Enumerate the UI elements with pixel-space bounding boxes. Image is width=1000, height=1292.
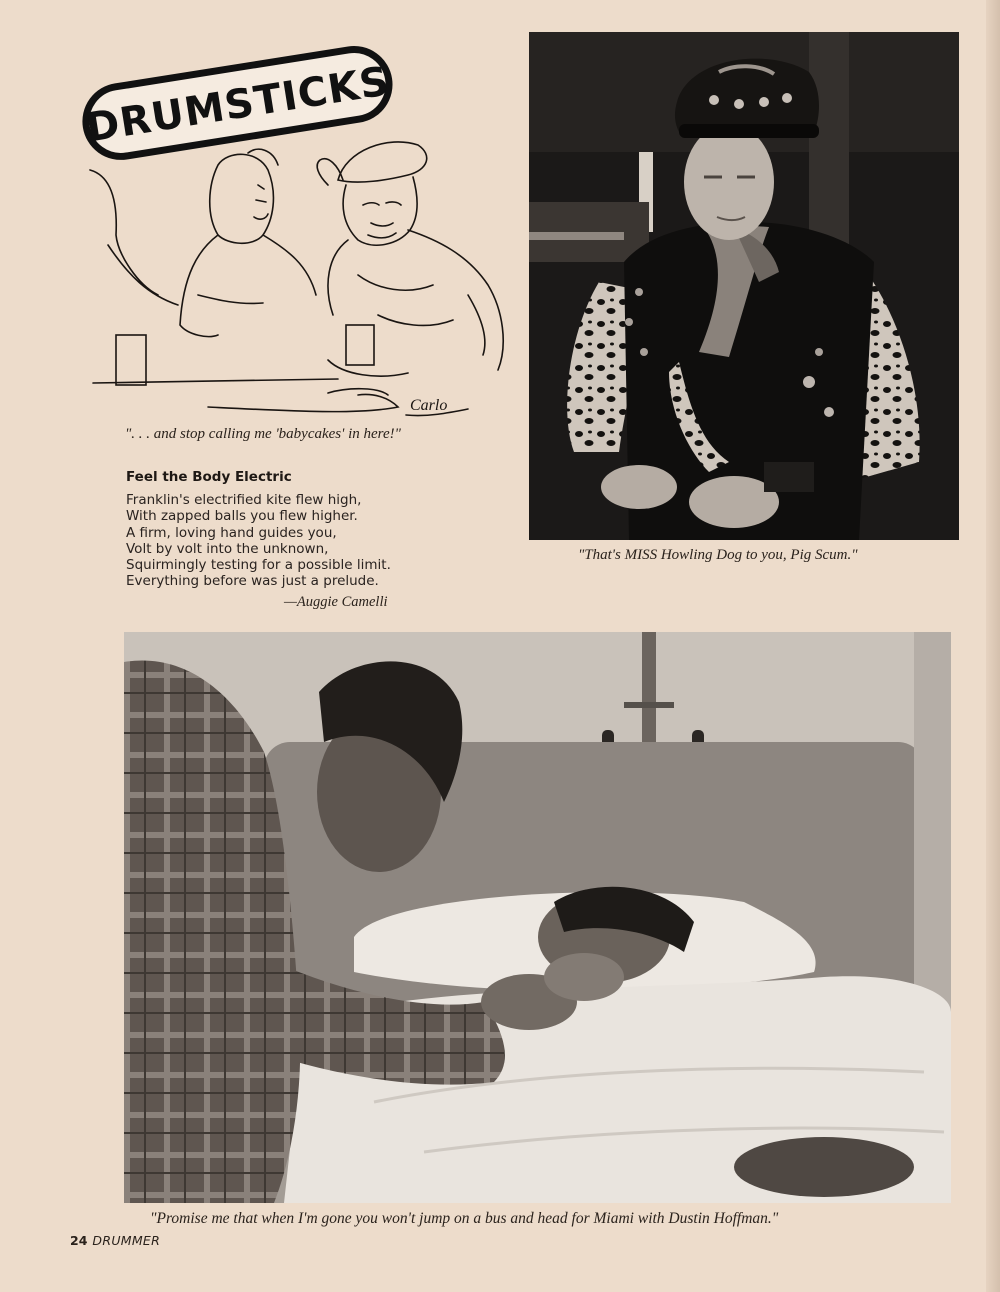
poem-author: —Auggie Camelli (284, 594, 388, 610)
poem-line: Squirmingly testing for a possible limit. (126, 557, 391, 574)
photo-top-caption: "That's MISS Howling Dog to you, Pig Scum." (578, 547, 858, 563)
cartoon-drawing (88, 125, 528, 425)
logo-text: DRUMSTICKS (82, 58, 393, 152)
poem-body (126, 492, 426, 590)
page-edge (986, 0, 1000, 1292)
cartoon-caption: ". . . and stop calling me 'babycakes' in here!" (125, 426, 401, 442)
photo-biker-portrait (529, 32, 959, 540)
poem-line: A firm, loving hand guides you, (126, 524, 337, 541)
cartoon-signature: Carlo (410, 397, 448, 414)
magazine-name: DRUMMER (92, 1233, 161, 1248)
page-number: 24 (70, 1233, 88, 1248)
photo-hospital-scene (124, 632, 951, 1203)
poem-line: Volt by volt into the unknown, (126, 540, 329, 557)
page-footer (70, 1233, 160, 1248)
poem-title: Feel the Body Electric (126, 469, 292, 485)
photo-bottom-caption: "Promise me that when I'm gone you won't jump on a bus and head for Miami with Dustin Hoffman." (150, 1210, 779, 1227)
poem-line: Franklin's electrified kite flew high, (126, 492, 362, 508)
poem-line: With zapped balls you flew higher. (126, 508, 358, 525)
poem-line: Everything before was just a prelude. (126, 573, 379, 590)
